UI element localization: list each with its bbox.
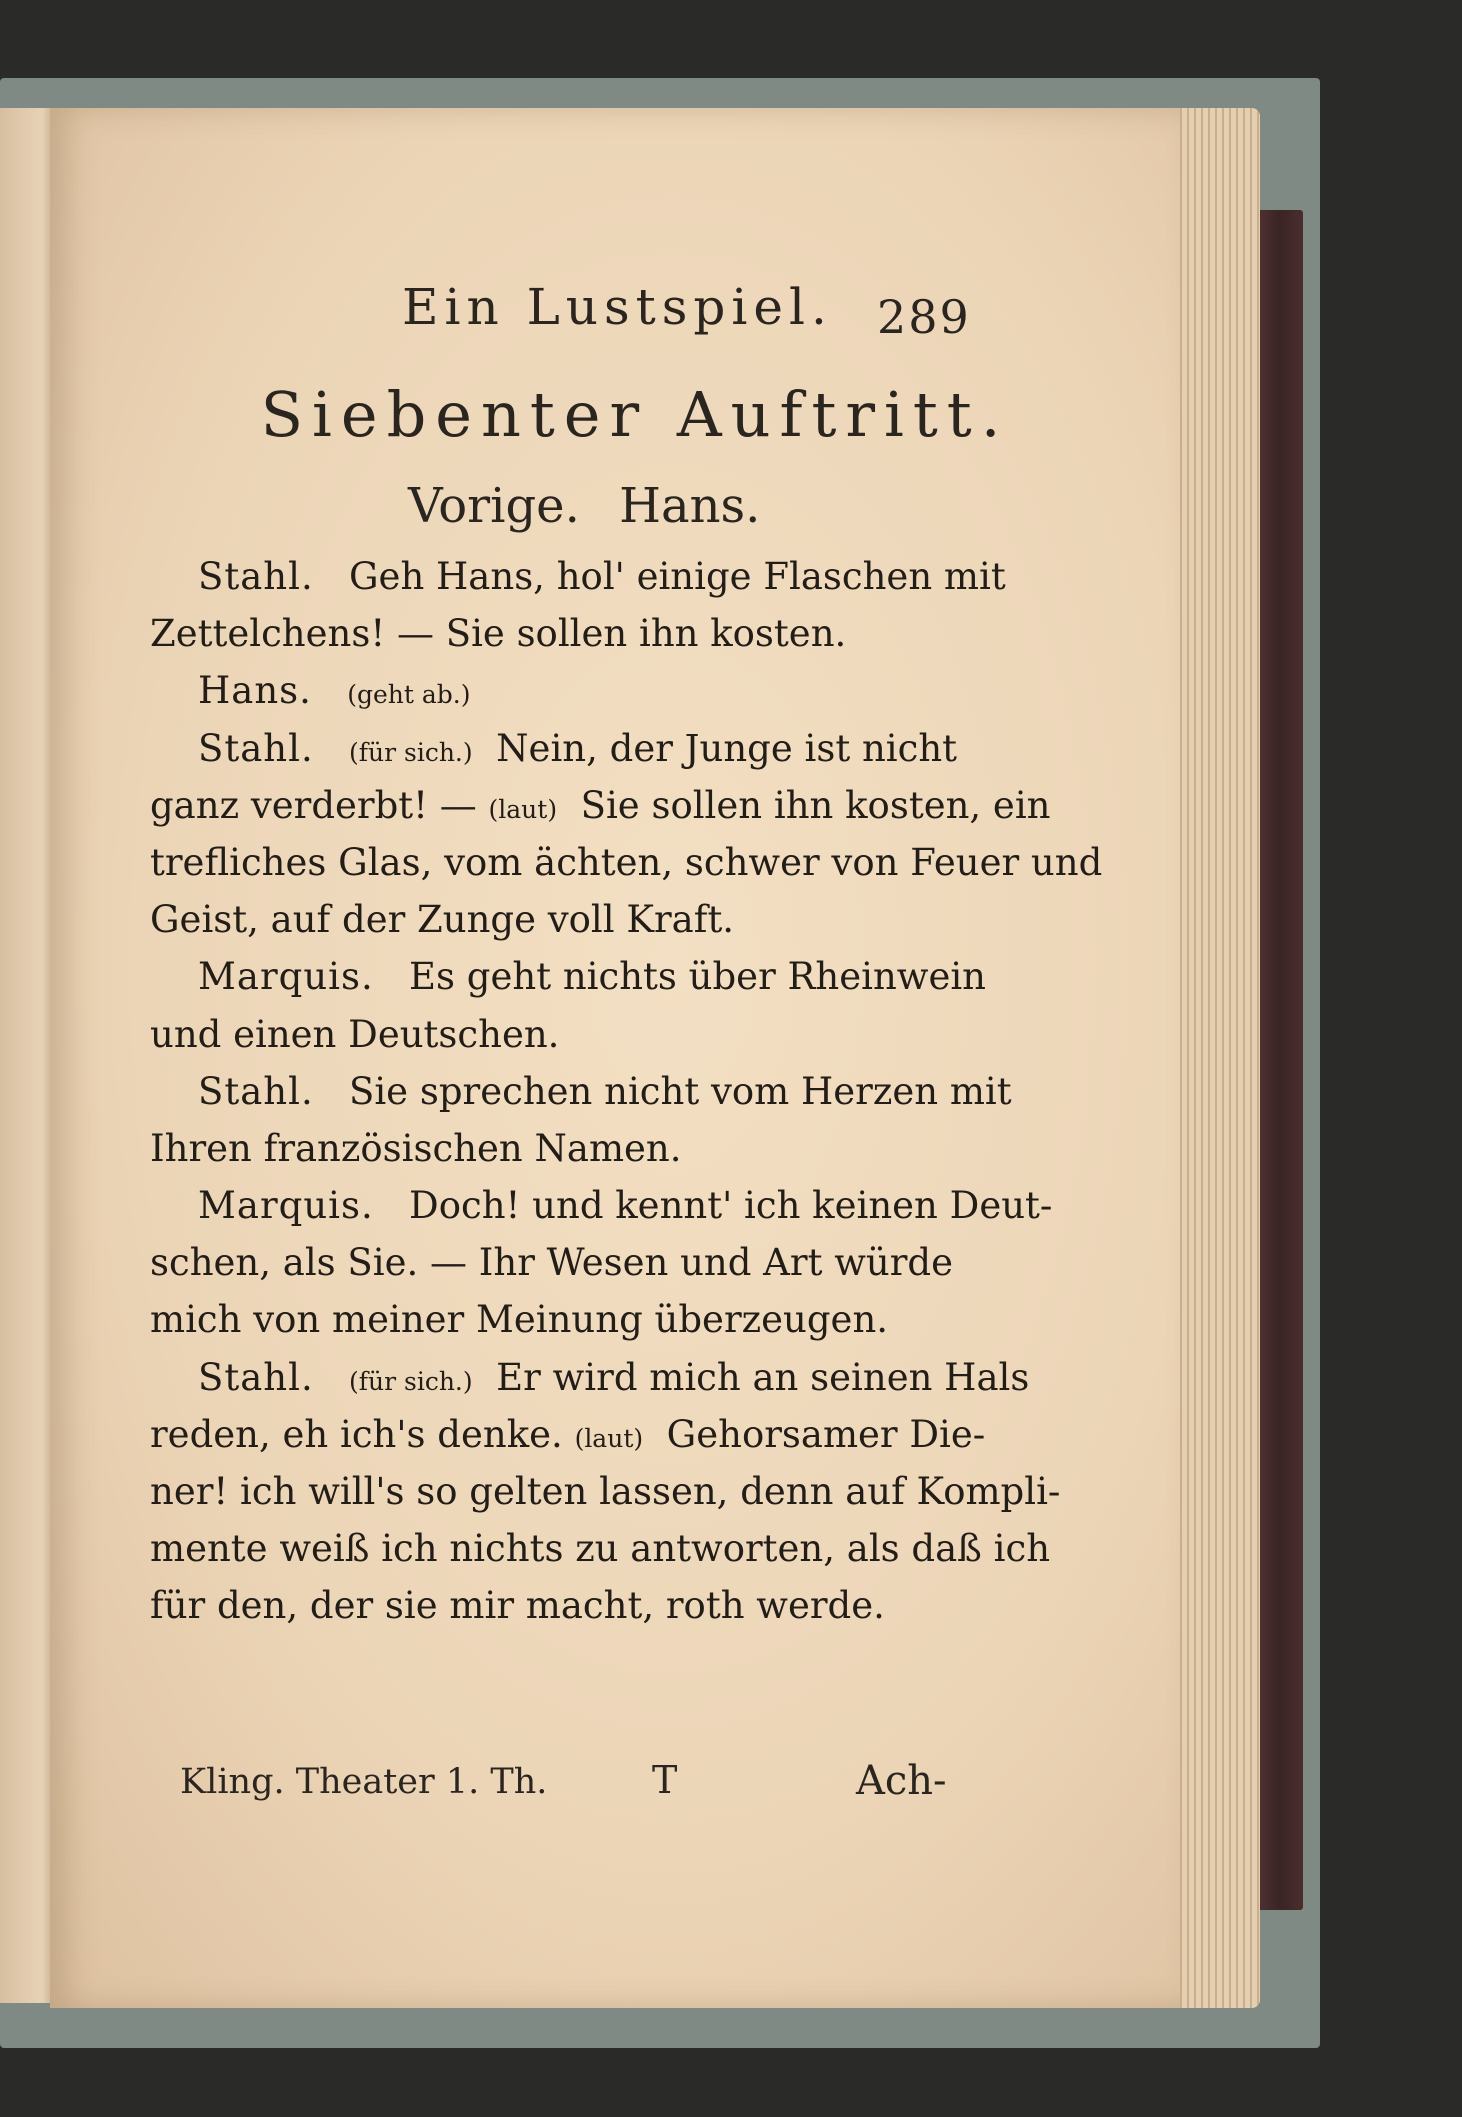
dialogue-text xyxy=(150,548,1103,1635)
speech: Er wird mich an seinen Hals xyxy=(496,1355,1030,1399)
text-line xyxy=(150,1006,950,1063)
text-line xyxy=(150,1234,953,1291)
speech: für den, der sie mir macht, roth werde. xyxy=(150,1584,885,1628)
text-line xyxy=(150,548,1006,605)
text-line xyxy=(150,777,1051,834)
text-line xyxy=(150,1463,1061,1520)
speech: Doch! und kennt' ich keinen Deut- xyxy=(409,1184,1053,1228)
text-line xyxy=(150,720,958,777)
speech: mich von meiner Meinung überzeugen. xyxy=(150,1298,889,1342)
gathering-mark: T xyxy=(652,1758,678,1802)
speech: mente weiß ich nichts zu antworten, als daß ich xyxy=(150,1527,1051,1571)
text-line xyxy=(150,662,950,719)
stage-direction: (laut) xyxy=(574,1423,644,1453)
text-line xyxy=(150,1406,986,1463)
stage-direction: (für sich.) xyxy=(349,737,473,767)
page-block-edges xyxy=(1168,108,1260,2008)
stage-direction: (geht ab.) xyxy=(347,680,471,710)
speaker-name: Stahl. xyxy=(198,1069,314,1113)
speaker-name: Stahl. xyxy=(198,1355,314,1399)
speech: Geh Hans, hol' einige Flaschen mit xyxy=(349,555,1006,598)
text-line xyxy=(150,605,950,662)
scene-title-text: Siebenter Auftritt. xyxy=(260,378,1010,451)
speech: Zettelchens! — Sie sollen ihn kosten. xyxy=(150,612,847,656)
speech: Geist, auf der Zunge voll Kraft. xyxy=(150,898,735,942)
stage-direction: (für sich.) xyxy=(349,1366,473,1396)
speaker-name: Marquis. xyxy=(198,955,374,999)
page-number: 289 xyxy=(877,290,971,344)
stage-direction: (laut) xyxy=(488,794,558,824)
speaker-name: Stahl. xyxy=(198,726,314,770)
speech: Sie sollen ihn kosten, ein xyxy=(580,783,1051,827)
speaker-name: Stahl. xyxy=(198,555,314,598)
text-line xyxy=(150,1349,1030,1406)
text-line xyxy=(150,1291,950,1348)
speech: ner! ich will's so gelten lassen, denn auf Kompli- xyxy=(150,1470,1061,1513)
catchword: Ach- xyxy=(856,1758,947,1804)
speech: und einen Deutschen. xyxy=(150,1012,560,1056)
text-line xyxy=(150,1120,950,1177)
text-line xyxy=(150,1063,1012,1120)
scene-persons: Vorige. Hans. xyxy=(408,478,761,534)
speaker-name: Hans. xyxy=(198,669,312,713)
speech: Nein, der Junge ist nicht xyxy=(496,726,958,770)
speaker-name: Marquis. xyxy=(198,1184,374,1228)
speech: reden, eh ich's denke. xyxy=(150,1412,575,1456)
speech: Es geht nichts über Rheinwein xyxy=(409,955,986,999)
speech: Sie sprechen nicht vom Herzen mit xyxy=(349,1069,1012,1113)
text-line xyxy=(150,1520,1051,1577)
text-line xyxy=(150,1177,1053,1234)
speech: schen, als Sie. — Ihr Wesen und Art würde xyxy=(150,1241,953,1285)
text-line xyxy=(150,891,950,948)
text-line xyxy=(150,1577,950,1634)
speech: Ihren französischen Namen. xyxy=(150,1126,682,1170)
speech: ganz verderbt! — xyxy=(150,783,489,827)
signature-mark: Kling. Theater 1. Th. xyxy=(180,1762,548,1802)
scene-title xyxy=(0,378,1120,451)
speech: trefliches Glas, vom ächten, schwer von Feuer und xyxy=(150,840,1103,884)
speech: Gehorsamer Die- xyxy=(666,1412,986,1456)
text-line xyxy=(150,834,1103,891)
running-head: Ein Lustspiel. xyxy=(402,278,833,336)
text-line xyxy=(150,948,986,1005)
